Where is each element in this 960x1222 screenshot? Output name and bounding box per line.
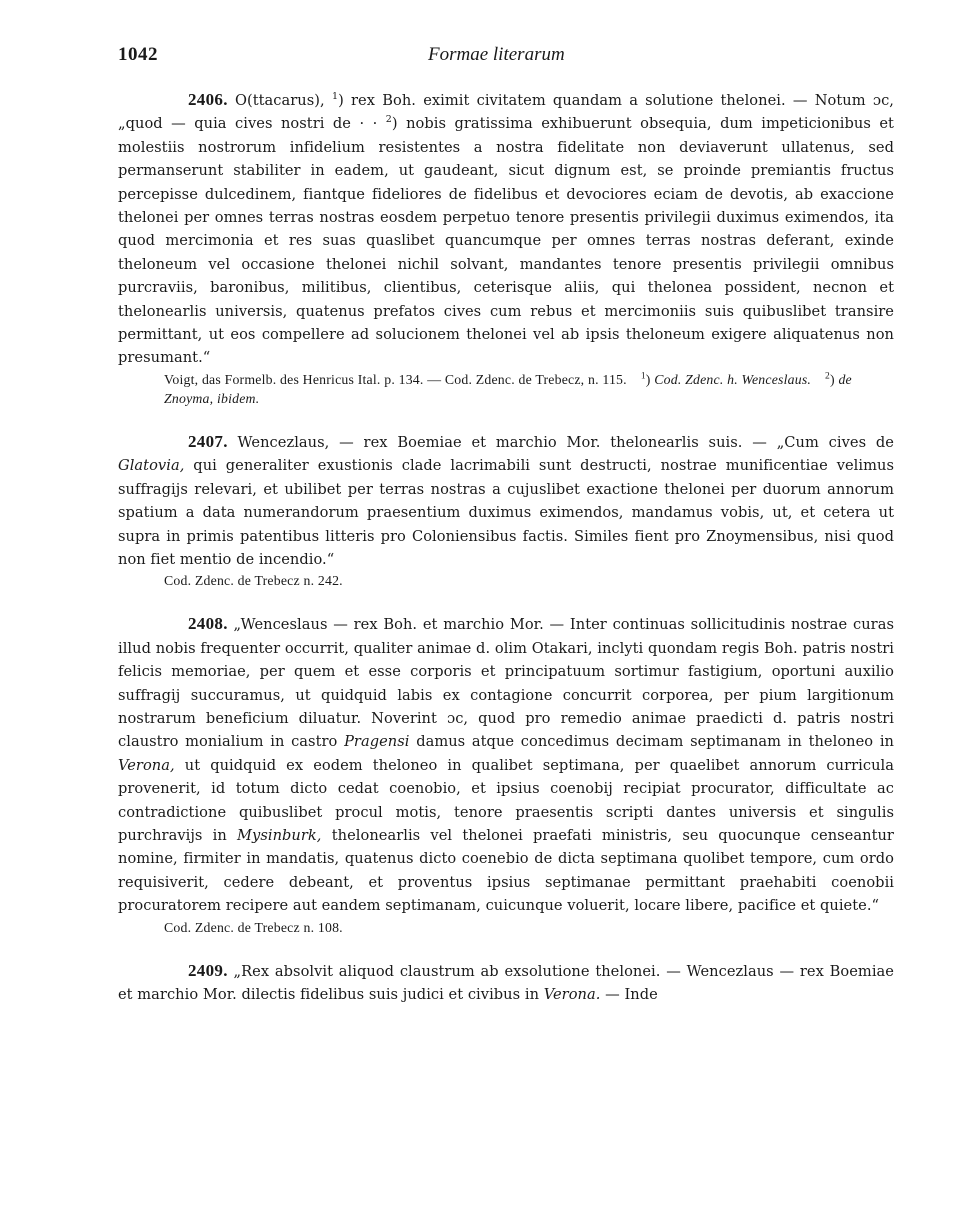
place-name: Glatovia, (118, 457, 185, 475)
source-text: Cod. Zdenc. de Trebecz n. 108. (164, 919, 343, 935)
entry-2409 (118, 959, 894, 1007)
place-name: Pragensi (344, 733, 410, 751)
entry-text-segment: rex Boh. eximit civitatem quandam a solutione thelonei. — Notum ɔc, „quod — quia cives nostri de · · (118, 92, 894, 133)
footnote-text: Cod. Zdenc. h. Wenceslaus. (654, 371, 812, 387)
page-number: 1042 (118, 44, 158, 65)
entry-text (118, 612, 894, 917)
entry-number: 2409. (188, 960, 228, 980)
entry-text-segment: damus atque concedimus decimam septimanam in theloneo in (416, 733, 894, 751)
source-text: Voigt, das Formelb. des Henricus Ital. p. 134. — Cod. Zdenc. de Trebecz, n. 115. (164, 371, 627, 387)
footnote-text: de Znoyma, ibidem. (164, 371, 852, 406)
page-header (118, 44, 894, 70)
entry-number: 2406. (188, 90, 228, 109)
entry-2406 (118, 88, 894, 408)
footnote-label: 2 (825, 371, 830, 382)
source-citation (118, 571, 894, 590)
entry-text-segment: thelonearlis vel thelonei praefati ministris, seu quocunque censeantur nomine, firmiter in mandatis, quatenus dicto coenebio de dicta septimana quolibet tempore, cum ordo requisiverit, cedere debeant, et proventus ipsius septimanae permittant praehabiti coenobii procuratorem recipere aut eandem septimanam, cuicunque voluerit, locare libere, pacifice et quiete.“ (118, 826, 894, 915)
place-name: Verona, (118, 756, 175, 774)
entries-list (118, 88, 894, 1006)
source-citation: Voigt, das Formelb. des Henricus Ital. p. 134. — Cod. Zdenc. de Trebecz, n. 115. $^1$) Cod. Zdenc. h. Wenceslaus. $^2$) de Znoyma, ibidem. (164, 371, 852, 406)
entry-2407 (118, 430, 894, 590)
footnote-ref: 2 (385, 114, 392, 126)
running-title: Formae literarum (428, 44, 565, 65)
source-citation (118, 918, 894, 937)
entry-number: 2407. (188, 431, 228, 451)
source-text: Cod. Zdenc. de Trebecz n. 242. (164, 573, 343, 589)
entry-text-segment: „Rex absolvit aliquod claustrum ab exsolutione thelonei. — Wencezlaus — rex Boemiae et marchio Mor. dilectis fidelibus suis judici et civibus in (118, 962, 894, 1003)
entry-text-segment: qui generaliter exustionis clade lacrimabili sunt destructi, nostrae munificentiae velimus suffragijs relevari, et ubilibet per terras nostras a cujuslibet exactione thelonei per duorum annorum spatium a data numerandorum praesentium duximus eximendos, mandamus vobis, ut, et cetera ut supra in primis patentibus litteris pro Coloniensibus factis. Similes fient pro Znoymensibus, nisi quod non fiet mentio de incendio.“ (118, 457, 894, 568)
place-name: Verona. (543, 986, 601, 1003)
entry-text (118, 430, 894, 571)
footnote-ref: 1 (331, 91, 339, 103)
entry-2408 (118, 612, 894, 936)
entry-text-segment: O(ttacarus), (234, 92, 325, 109)
entry-text-segment: Wencezlaus, — rex Boemiae et marchio Mor. thelonearlis suis. — „Cum cives de (237, 433, 894, 451)
place-name: Mysinburk, (237, 826, 322, 844)
footnote-label: 1 (640, 371, 646, 382)
entry-text-segment: „Wenceslaus — rex Boh. et marchio Mor. — Inter continuas sollicitudinis nostrae curas illud nobis frequenter occurrit, qualiter animae d. olim Otakari, inclyti quondam regis Boh. patris nostri felicis memoriae, per quem et esse corporis et principatuum sortimur fastigium, oportuni auxilio suffragij succuramus, ut quidquid labis ex contagione concurrit corporea, per pium largitionum nostrarum beneficium diluatur. Noverint ɔc, quod pro remedio animae praedicti d. patris nostri claustro monialium in castro (118, 616, 894, 751)
entry-text: 2406. O(ttacarus), $^1$) rex Boh. eximit civitatem quandam a solutione thelonei. — Notum ɔc, „quod — quia cives nostri de · · $^2$) nobis gratissima exhibuerunt obsequia, dum impeticionibus et molestiis nostrorum infidelium resistentes a nostra fidelitate non deviaverunt ullatenus, sed permanserunt stabiliter in eadem, ut gaudeant, sicut dignum est, se proinde premiantis fructus percepisse dulcedinem, fiantque fideliores de fidelibus et devociores eciam de devotis, ab exaccione thelonei per omnes terras nostras eosdem perpetuo tenore presentis privilegii duximus eximendos, ita quod mercimonia et res suas quaslibet quancumque per omnes terras nostras deferant, exinde theloneum vel occasione thelonei nichil solvant, mandantes tenore presentis privilegii omnibus purcraviis, baronibus, militibus, clientibus, ceterisque aliis, qui thelonea possident, necnon et thelonearlis universis, quatenus prefatos cives cum rebus et mercimoniis suis quibuslibet transire permittant, ut eos compellere ad solucionem thelonei vel ab ipsis theloneum exigere aliquatenus non presumant.“ (118, 90, 894, 367)
entry-number: 2408. (188, 614, 228, 634)
entry-text-segment: — Inde (605, 986, 658, 1003)
entry-text-segment: nobis gratissima exhibuerunt obsequia, dum impeticionibus et molestiis nostrorum infidelium resistentes a nostra fidelitate non deviaverunt ullatenus, sed permanserunt stabiliter in eadem, ut gaudeant, sicut dignum est, se proinde premiantis fructus percepisse dulcedinem, fiantque fideliores de fidelibus et devociores eciam de devotis, ab exaccione thelonei per omnes terras nostras eosdem perpetuo tenore presentis privilegii duximus eximendos, ita quod mercimonia et res suas quaslibet quancumque per omnes terras nostras deferant, exinde theloneum vel occasione thelonei nichil solvant, mandantes tenore presentis privilegii omnibus purcraviis, baronibus, militibus, clientibus, ceterisque aliis, qui thelonea possident, necnon et thelonearlis universis, quatenus prefatos cives cum rebus et mercimoniis suis quibuslibet transire permittant, ut eos compellere ad solucionem thelonei vel ab ipsis theloneum exigere aliquatenus non presumant.“ (118, 115, 894, 367)
entry-text (118, 959, 894, 1007)
entry-text-segment: ut quidquid ex eodem theloneo in qualibet septimana, per quaelibet annorum curricula provenerit, id totum dicto cedat coenobio, et ipsius coenobij recipiat procurator, difficultate ac contradictione quibuslibet procul motis, tenore praesentis scripti dantes universis et singulis purchravijs in (118, 756, 894, 844)
